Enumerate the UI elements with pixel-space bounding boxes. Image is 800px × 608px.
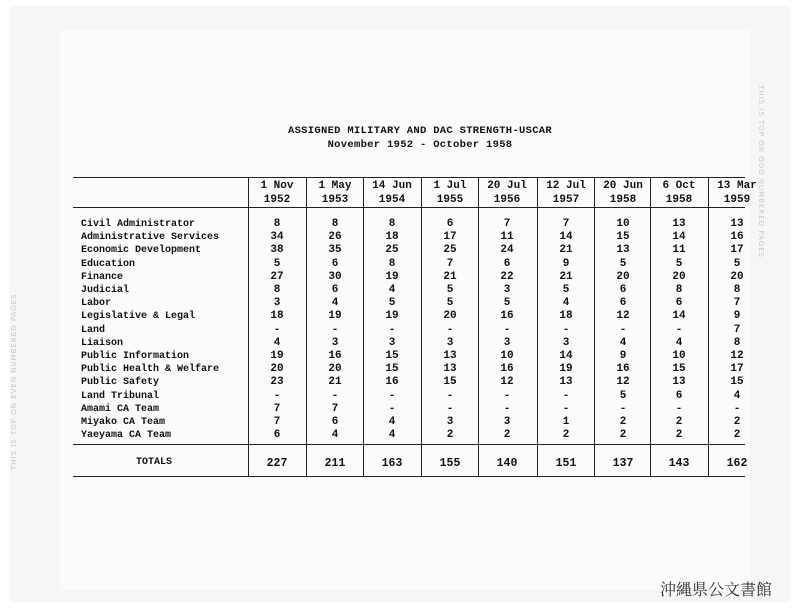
table-cell: 5 — [562, 284, 570, 296]
column-header-date: 1 Nov — [260, 180, 294, 192]
table-row — [73, 284, 745, 297]
table-cell: 4 — [388, 284, 396, 296]
table-cell: 17 — [443, 231, 457, 244]
table-cell: 18 — [559, 310, 573, 323]
column-header-year: 1959 — [723, 194, 751, 206]
archive-watermark: 沖縄県公文書館 — [659, 580, 772, 599]
table-cell: 18 — [385, 231, 399, 244]
table-cell: 17 — [730, 363, 744, 376]
table-cell: 16 — [500, 310, 514, 323]
table-cell: 13 — [559, 376, 573, 389]
table-cell: 3 — [388, 336, 396, 349]
table-cell: 12 — [616, 310, 630, 323]
table-cell: 15 — [616, 231, 630, 244]
table-cell: 38 — [270, 244, 284, 257]
table-cell: 20 — [672, 270, 686, 283]
table-cell: - — [446, 389, 454, 402]
table-cell: 35 — [328, 244, 342, 257]
table-cell: - — [675, 323, 683, 336]
table-cell: 7 — [733, 297, 741, 310]
column-header — [651, 179, 707, 207]
table-cell: 4 — [388, 429, 396, 442]
table-cell: 22 — [500, 270, 514, 283]
table-cell: 34 — [270, 231, 284, 244]
table-row — [73, 337, 745, 350]
table-cell: 2 — [619, 429, 627, 442]
table-cell: 6 — [619, 297, 627, 310]
column-header-date: 20 Jul — [487, 180, 527, 192]
table-cell: 2 — [675, 429, 683, 442]
table-cell: 4 — [733, 389, 741, 402]
table-cell: 4 — [388, 416, 396, 428]
table-cell: 19 — [385, 310, 399, 323]
column-header — [364, 179, 420, 207]
column-header-date: 12 Jul — [546, 180, 586, 192]
table-cell: 4 — [619, 336, 627, 349]
document-title: ASSIGNED MILITARY AND DAC STRENGTH-USCAR — [287, 125, 553, 137]
table-cell: 10 — [672, 350, 686, 362]
table-cell: - — [733, 402, 741, 415]
table-cell: 8 — [273, 218, 281, 230]
row-label: Labor — [81, 298, 112, 310]
table-cell: 16 — [616, 363, 630, 376]
table-cell: 7 — [273, 402, 281, 415]
table-cell: - — [503, 323, 511, 336]
table-cell: 11 — [500, 231, 514, 244]
row-label: Legislative & Legal — [81, 311, 196, 323]
table-cell: 15 — [672, 363, 686, 376]
table-cell: 14 — [559, 231, 573, 244]
table-cell: 3 — [273, 297, 281, 310]
table-cell: - — [273, 389, 281, 402]
table-cell: 23 — [270, 376, 284, 389]
table-cell: 8 — [273, 284, 281, 296]
table-cell: 3 — [446, 416, 454, 428]
table-cell: - — [273, 323, 281, 336]
total-cell: 227 — [266, 457, 288, 470]
table-cell: 20 — [328, 363, 342, 376]
table-cell: 27 — [270, 270, 284, 283]
table-cell: 9 — [733, 310, 741, 323]
table-cell: 15 — [730, 376, 744, 389]
table-cell: 4 — [675, 336, 683, 349]
column-header — [249, 179, 305, 207]
row-label: Amami CA Team — [81, 403, 160, 415]
total-cell: 143 — [668, 457, 690, 470]
table-cell: 7 — [273, 416, 281, 428]
table-cell: 3 — [503, 416, 511, 428]
table-row — [73, 271, 745, 284]
column-header-date: 6 Oct — [662, 180, 696, 192]
table-cell: 7 — [331, 402, 339, 415]
table-cell: 12 — [616, 376, 630, 389]
totals-top-rule — [73, 444, 745, 445]
table-cell: 5 — [733, 257, 741, 270]
table-cell: 6 — [446, 218, 454, 230]
table-cell: - — [503, 389, 511, 402]
table-cell: 3 — [331, 336, 339, 349]
table-cell: 15 — [443, 376, 457, 389]
column-header-year: 1955 — [436, 194, 464, 206]
table-cell: 3 — [562, 336, 570, 349]
table-cell: 12 — [500, 376, 514, 389]
table-cell: 19 — [385, 270, 399, 283]
table-cell: 10 — [616, 218, 630, 230]
table-cell: 13 — [443, 350, 457, 362]
table-row — [73, 363, 745, 376]
table-cell: 5 — [619, 389, 627, 402]
margin-note-left: THIS IS TOP ON EVEN NUMBERED PAGES — [10, 293, 18, 470]
margin-note-right: THIS IS TOP ON ODD NUMBERED PAGES — [757, 85, 765, 258]
document-subtitle: November 1952 - October 1958 — [327, 139, 513, 151]
row-label: Land — [81, 324, 106, 336]
table-cell: 8 — [388, 218, 396, 230]
table-row — [73, 403, 745, 416]
table-cell: 5 — [273, 257, 281, 270]
table-row — [73, 324, 745, 337]
table-cell: 14 — [672, 231, 686, 244]
table-cell: 9 — [562, 257, 570, 270]
table-top-rule — [73, 177, 745, 178]
table-cell: 5 — [503, 297, 511, 310]
table-cell: 19 — [270, 350, 284, 362]
table-cell: 14 — [559, 350, 573, 362]
table-cell: 4 — [331, 429, 339, 442]
row-label: Yaeyama CA Team — [81, 430, 172, 442]
column-header-year: 1957 — [552, 194, 580, 206]
table-cell: 30 — [328, 270, 342, 283]
table-cell: 17 — [730, 244, 744, 257]
table-cell: 5 — [675, 257, 683, 270]
table-cell: 3 — [503, 284, 511, 296]
table-cell: 15 — [385, 363, 399, 376]
totals-label: TOTALS — [136, 457, 173, 468]
table-cell: 25 — [385, 244, 399, 257]
table-cell: - — [562, 389, 570, 402]
table-cell: 4 — [273, 336, 281, 349]
column-header-year: 1958 — [665, 194, 693, 206]
table-cell: 8 — [733, 284, 741, 296]
table-cell: 5 — [446, 284, 454, 296]
column-header — [538, 179, 594, 207]
column-header-year: 1952 — [263, 194, 291, 206]
header-bottom-rule — [73, 207, 745, 208]
table-cell: 1 — [562, 416, 570, 428]
table-cell: 6 — [503, 257, 511, 270]
table-cell: 8 — [733, 336, 741, 349]
column-header-year: 1958 — [609, 194, 637, 206]
column-header — [479, 179, 535, 207]
table-row — [73, 416, 745, 429]
table-cell: 15 — [385, 350, 399, 362]
row-label: Public Information — [81, 351, 190, 362]
table-cell: 6 — [675, 389, 683, 402]
table-cell: 19 — [328, 310, 342, 323]
table-cell: - — [388, 389, 396, 402]
table-cell: 2 — [733, 416, 741, 428]
table-cell: 2 — [619, 416, 627, 428]
table-cell: 5 — [446, 297, 454, 310]
column-header-year: 1956 — [493, 194, 521, 206]
table-cell: 2 — [675, 416, 683, 428]
row-label: Public Safety — [81, 377, 160, 389]
total-cell: 163 — [381, 457, 403, 470]
total-cell: 211 — [324, 457, 346, 470]
table-cell: 21 — [559, 244, 573, 257]
table-cell: 16 — [328, 350, 342, 362]
row-label: Liaison — [81, 337, 124, 349]
strength-table — [73, 177, 757, 477]
table-cell: 13 — [730, 218, 744, 230]
table-cell: 4 — [331, 297, 339, 310]
table-cell: 21 — [559, 270, 573, 283]
table-cell: 7 — [503, 218, 511, 230]
table-cell: 8 — [388, 257, 396, 270]
table-cell: 2 — [446, 429, 454, 442]
table-cell: 18 — [270, 310, 284, 323]
row-label: Judicial — [81, 285, 130, 296]
table-cell: 6 — [331, 416, 339, 428]
table-row — [73, 297, 745, 310]
column-header-date: 13 Mar — [717, 180, 757, 192]
table-cell: - — [331, 323, 339, 336]
table-cell: 11 — [672, 244, 686, 257]
table-cell: 5 — [619, 257, 627, 270]
table-cell: - — [562, 323, 570, 336]
table-cell: 6 — [331, 257, 339, 270]
row-label: Education — [81, 258, 136, 270]
table-cell: 19 — [559, 363, 573, 376]
table-cell: - — [503, 402, 511, 415]
table-cell: 2 — [503, 429, 511, 442]
table-row — [73, 429, 745, 442]
table-cell: 21 — [328, 376, 342, 389]
column-header-date: 1 Jul — [433, 180, 467, 192]
table-cell: - — [562, 402, 570, 415]
table-bottom-rule — [73, 476, 745, 477]
table-cell: 6 — [619, 284, 627, 296]
table-cell: 20 — [443, 310, 457, 323]
total-cell: 151 — [555, 457, 577, 470]
table-cell: 3 — [503, 336, 511, 349]
total-cell: 140 — [496, 457, 518, 470]
table-cell: 13 — [616, 244, 630, 257]
table-cell: 26 — [328, 231, 342, 244]
row-label: Public Health & Welfare — [81, 364, 220, 376]
table-cell: 16 — [500, 363, 514, 376]
table-cell: 6 — [675, 297, 683, 310]
table-row — [73, 310, 745, 323]
row-label: Civil Administrator — [81, 219, 196, 230]
column-header — [307, 179, 363, 207]
table-cell: 12 — [730, 350, 744, 362]
table-cell: 2 — [562, 429, 570, 442]
table-cell: 16 — [385, 376, 399, 389]
table-cell: 20 — [730, 270, 744, 283]
total-cell: 155 — [439, 457, 461, 470]
table-cell: 5 — [388, 297, 396, 310]
table-row — [73, 218, 745, 231]
table-cell: - — [388, 323, 396, 336]
column-header-year: 1954 — [378, 194, 406, 206]
table-cell: 13 — [672, 376, 686, 389]
column-header-year: 1953 — [321, 194, 349, 206]
table-row — [73, 258, 745, 271]
table-cell: 21 — [443, 270, 457, 283]
table-cell: 9 — [619, 350, 627, 362]
table-row — [73, 376, 745, 389]
table-cell: - — [446, 402, 454, 415]
table-cell: - — [331, 389, 339, 402]
table-cell: 16 — [730, 231, 744, 244]
table-cell: 10 — [500, 350, 514, 362]
total-cell: 162 — [726, 457, 748, 470]
total-cell: 137 — [612, 457, 634, 470]
table-row — [73, 231, 745, 244]
table-cell: - — [619, 323, 627, 336]
table-cell: 20 — [270, 363, 284, 376]
table-cell: 6 — [273, 429, 281, 442]
table-cell: - — [619, 402, 627, 415]
column-header — [709, 179, 765, 207]
table-cell: 7 — [562, 218, 570, 230]
row-label: Miyako CA Team — [81, 417, 166, 428]
column-header — [422, 179, 478, 207]
table-cell: - — [446, 323, 454, 336]
table-row — [73, 244, 745, 257]
column-header-date: 1 May — [318, 180, 352, 192]
table-cell: 25 — [443, 244, 457, 257]
table-row — [73, 350, 745, 363]
table-cell: 20 — [616, 270, 630, 283]
table-cell: - — [675, 402, 683, 415]
table-cell: - — [388, 402, 396, 415]
row-label: Land Tribunal — [81, 390, 160, 402]
table-cell: 14 — [672, 310, 686, 323]
column-header — [595, 179, 651, 207]
table-cell: 2 — [733, 429, 741, 442]
table-cell: 8 — [331, 218, 339, 230]
table-cell: 4 — [562, 297, 570, 310]
row-label: Administrative Services — [81, 232, 220, 244]
column-header-date: 20 Jun — [603, 180, 643, 192]
table-cell: 7 — [446, 257, 454, 270]
table-cell: 8 — [675, 284, 683, 296]
column-header-date: 14 Jun — [372, 180, 412, 192]
table-cell: 6 — [331, 284, 339, 296]
table-cell: 3 — [446, 336, 454, 349]
table-cell: 24 — [500, 244, 514, 257]
table-cell: 7 — [733, 323, 741, 336]
row-label: Economic Development — [81, 245, 202, 257]
table-cell: 13 — [672, 218, 686, 230]
row-label: Finance — [81, 271, 124, 283]
table-cell: 13 — [443, 363, 457, 376]
table-row — [73, 390, 745, 403]
